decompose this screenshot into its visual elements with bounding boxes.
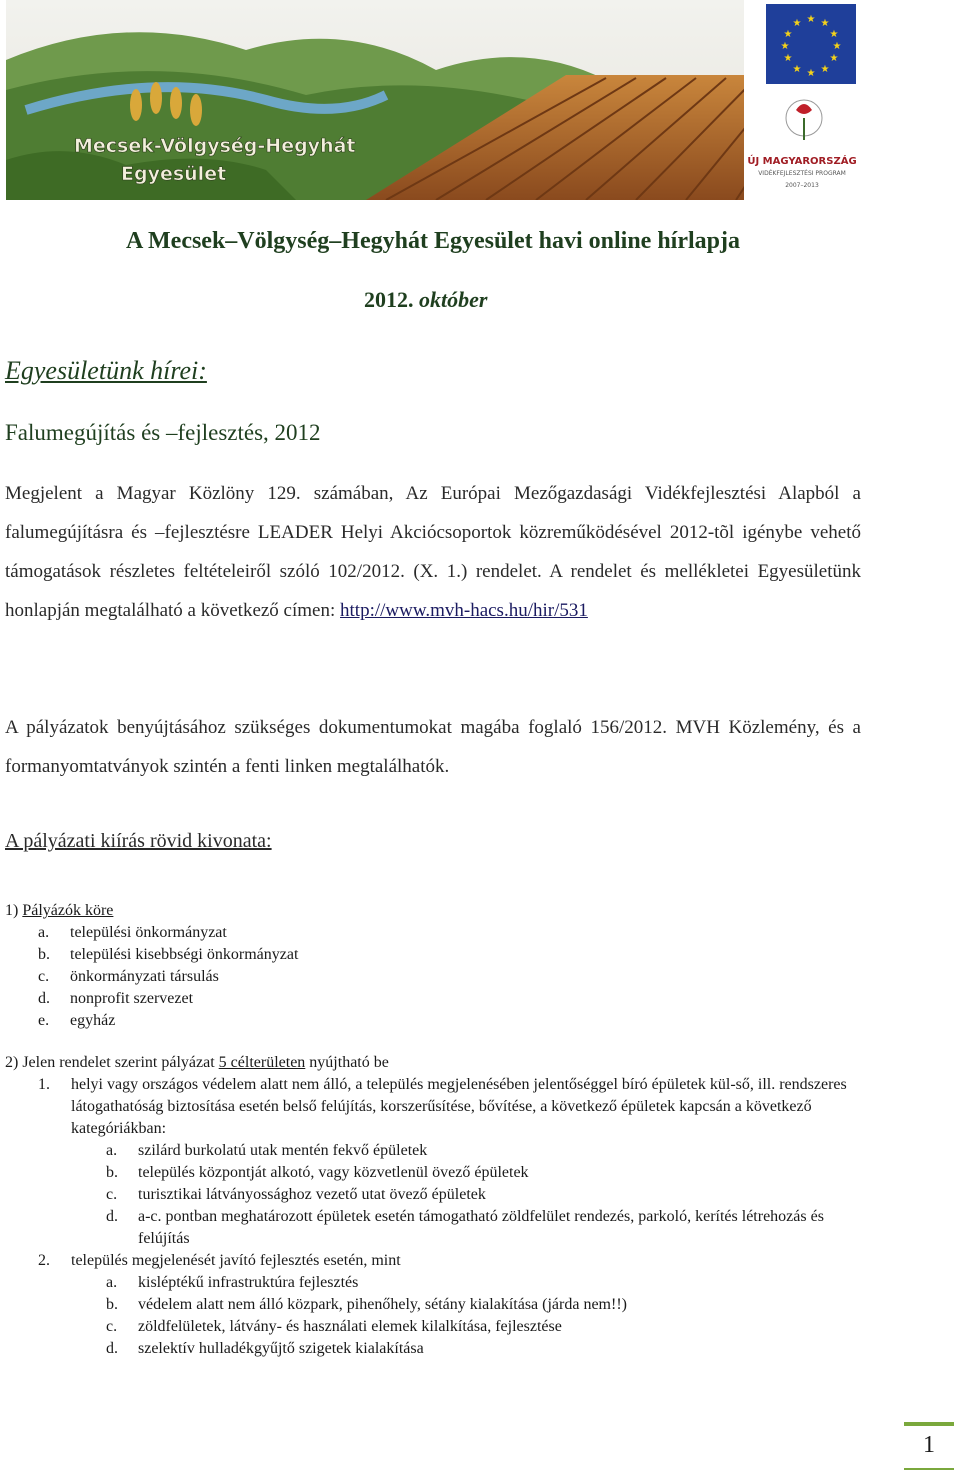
- logo-text-line2: Egyesület: [121, 163, 227, 185]
- list-item: d. nonprofit szervezet: [38, 990, 194, 1007]
- page-number-divider: [904, 1468, 954, 1470]
- svg-text:★: ★: [783, 53, 793, 64]
- list-item: 1. helyi vagy országos védelem alatt nem álló, a település megjelenésében jelentőséggel bíró épületek kül-ső, ill. rendszeres látogathatóság biztosítása esetén belső felújítás, korszerűsítése, bővítése, a következő épületek kapcsán a következő kategóriákban:: [38, 1076, 847, 1137]
- logo-text-line1: Mecsek-Völgység-Hegyhát: [74, 135, 356, 157]
- svg-text:★: ★: [820, 18, 830, 29]
- documents-paragraph: A pályázatok benyújtásához szükséges dokumentumokat magába foglaló 156/2012. MVH Közlemény, és a formanyomtatványok szintén a fenti linken megtalálhatók.: [5, 717, 861, 777]
- banner-landscape-image: [6, 0, 859, 200]
- svg-text:★: ★: [806, 68, 816, 79]
- targets-title: 2) Jelen rendelet szerint pályázat 5 célterületen nyújtható be: [5, 1054, 389, 1071]
- program-logo-line1: ÚJ MAGYARORSZÁG: [747, 156, 857, 167]
- svg-text:★: ★: [806, 14, 816, 25]
- list-item: a. kisléptékű infrastruktúra fejlesztés: [106, 1274, 359, 1291]
- section-heading: Egyesületünk hírei:: [5, 356, 207, 385]
- list-item: c. turisztikai látványossághoz vezető utat övező épületek: [106, 1186, 486, 1203]
- intro-text: Megjelent a Magyar Közlöny 129. számában, Az Európai Mezőgazdasági Vidékfejlesztési Alapból a falumegújításra és –fejlesztésre LEADER Helyi Akciócsoportok közreműködésével 2012-tõl igénybe vehető támogatások részletes feltételeiről szóló 102/2012. (X. 1.) rendelet. A rendelet és mellékletei Egyesületünk honlapján megtalálható a következő címen:: [5, 483, 861, 621]
- list-item: e. egyház: [38, 1012, 116, 1029]
- list-item: d. a-c. pontban meghatározott épületek esetén támogatható zöldfelület rendezés, parkoló, kerítés létrehozás és felújítás: [106, 1208, 824, 1247]
- svg-text:★: ★: [780, 41, 790, 52]
- svg-text:★: ★: [792, 64, 802, 75]
- list-item: c. zöldfelületek, látvány- és használati elemek kilalkítása, fejlesztése: [106, 1318, 562, 1335]
- svg-text:★: ★: [792, 18, 802, 29]
- list-item: d. szelektív hulladékgyűjtő szigetek kialakítása: [106, 1340, 424, 1357]
- issue-date: [364, 287, 487, 313]
- program-logo-line2: VIDÉKFEJLESZTÉSI PROGRAM: [758, 170, 846, 177]
- svg-text:★: ★: [832, 41, 842, 52]
- header-banner: [6, 0, 859, 200]
- svg-text:★: ★: [829, 29, 839, 40]
- svg-text:★: ★: [829, 53, 839, 64]
- page-number: 1: [904, 1422, 954, 1459]
- list-item: c. önkormányzati társulás: [38, 968, 219, 985]
- newsletter-title: A Mecsek–Völgység–Hegyhát Egyesület havi online hírlapja: [126, 228, 740, 254]
- svg-text:★: ★: [783, 29, 793, 40]
- list-item: a. szilárd burkolatú utak mentén fekvő épületek: [106, 1142, 428, 1159]
- summary-heading: A pályázati kiírás rövid kivonata:: [5, 830, 272, 852]
- regulation-link[interactable]: http://www.mvh-hacs.hu/hir/531: [340, 600, 588, 621]
- list-item: b. védelem alatt nem álló közpark, pihenőhely, sétány kialakítása (járda nem!!): [106, 1296, 627, 1313]
- list-item: b. település központját alkotó, vagy közvetlenül övező épületek: [106, 1164, 529, 1181]
- list-item: 2. település megjelenését javító fejlesztés esetén, mint: [38, 1252, 401, 1269]
- target-areas-list: [5, 1052, 865, 1360]
- intro-paragraph: [5, 474, 861, 630]
- applicants-title: 1) Pályázók köre: [5, 902, 114, 919]
- article-heading: Falumegújítás és –fejlesztés, 2012: [5, 420, 321, 445]
- issue-month: október: [419, 287, 488, 312]
- issue-year: 2012.: [364, 287, 414, 312]
- applicants-list: [5, 900, 865, 1032]
- program-logo-line3: 2007–2013: [785, 182, 819, 189]
- list-item: a. települési önkormányzat: [38, 924, 227, 941]
- svg-text:★: ★: [820, 64, 830, 75]
- list-item: b. települési kisebbségi önkormányzat: [38, 946, 299, 963]
